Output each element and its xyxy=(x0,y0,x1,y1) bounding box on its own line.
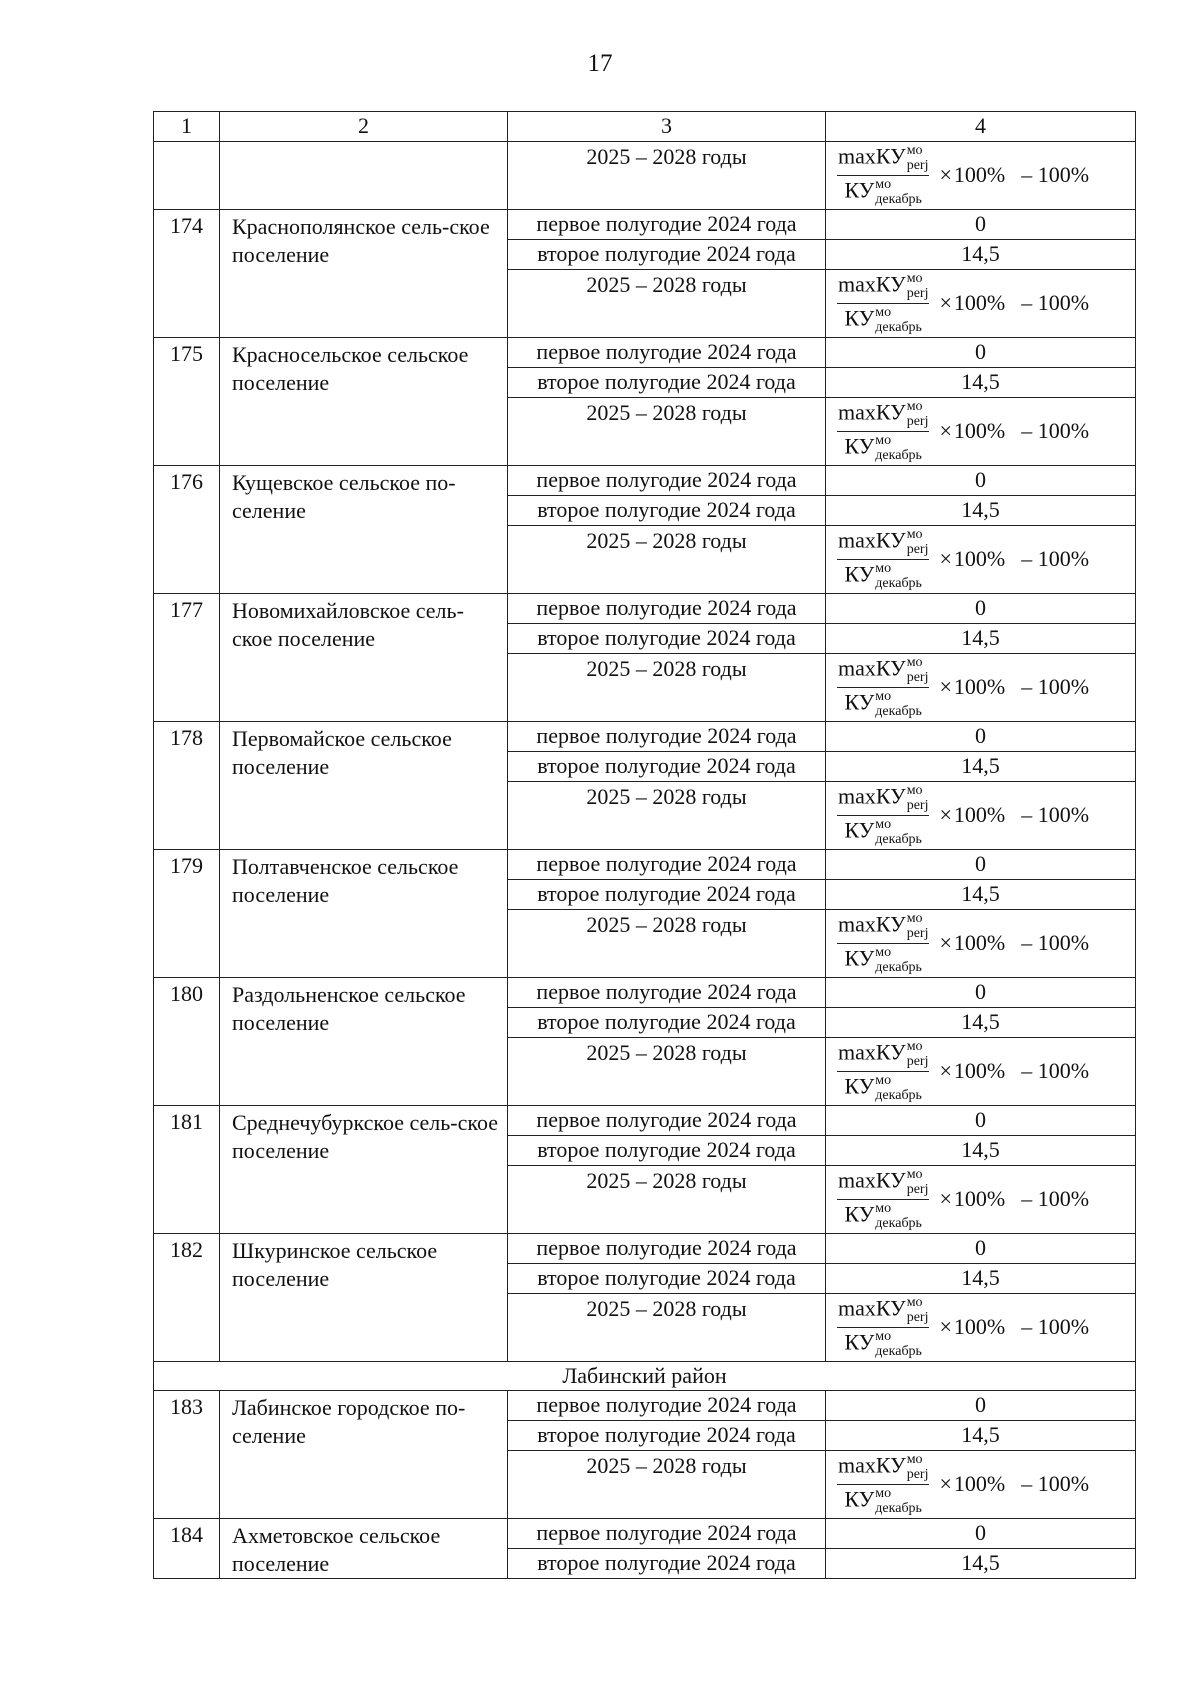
period-cell: второе полугодие 2024 года xyxy=(508,1421,826,1451)
formula-fraction xyxy=(837,784,929,847)
formula-cell xyxy=(826,1038,1136,1106)
period-cell: первое полугодие 2024 года xyxy=(508,722,826,752)
settlement-name: Красносельское сельское поселение xyxy=(220,338,508,466)
value-cell: 14,5 xyxy=(826,1264,1136,1294)
period-cell: 2025 – 2028 годы xyxy=(508,782,826,850)
formula-fraction xyxy=(837,400,929,463)
period-cell: второе полугодие 2024 года xyxy=(508,1264,826,1294)
table-row xyxy=(154,1106,1136,1136)
period-cell: 2025 – 2028 годы xyxy=(508,1294,826,1362)
formula-cell xyxy=(826,654,1136,722)
formula-denominator: КУ мо декабрь xyxy=(844,305,922,335)
table-row xyxy=(154,210,1136,240)
period-cell: 2025 – 2028 годы xyxy=(508,1038,826,1106)
formula-denominator: КУ мо декабрь xyxy=(844,945,922,975)
formula xyxy=(826,272,1135,335)
header-row xyxy=(154,112,1136,142)
period-cell: второе полугодие 2024 года xyxy=(508,752,826,782)
row-number: 174 xyxy=(154,210,220,338)
value-cell: 14,5 xyxy=(826,624,1136,654)
period-cell: первое полугодие 2024 года xyxy=(508,850,826,880)
formula-denominator: КУ мо декабрь xyxy=(844,433,922,463)
row-number: 183 xyxy=(154,1391,220,1519)
period-cell: первое полугодие 2024 года xyxy=(508,466,826,496)
formula xyxy=(826,1168,1135,1231)
formula-denominator: КУ мо декабрь xyxy=(844,1073,922,1103)
formula-fraction xyxy=(837,1040,929,1103)
value-cell: 14,5 xyxy=(826,496,1136,526)
formula-numerator: maxКУ мо perj xyxy=(837,1040,929,1072)
value-cell: 14,5 xyxy=(826,1549,1136,1579)
table-row xyxy=(154,722,1136,752)
value-cell: 14,5 xyxy=(826,1008,1136,1038)
formula-numerator: maxКУ мо perj xyxy=(837,784,929,816)
formula-cell xyxy=(826,142,1136,210)
formula-rest: ×100% – 100% xyxy=(939,930,1090,956)
formula-fraction xyxy=(837,1453,929,1516)
formula xyxy=(826,1040,1135,1103)
row-number: 184 xyxy=(154,1519,220,1579)
period-cell: второе полугодие 2024 года xyxy=(508,624,826,654)
formula-numerator: maxКУ мо perj xyxy=(837,528,929,560)
period-cell: первое полугодие 2024 года xyxy=(508,978,826,1008)
settlement-name: Шкуринское сельское поселение xyxy=(220,1234,508,1362)
period-cell: 2025 – 2028 годы xyxy=(508,654,826,722)
formula-numerator: maxКУ мо perj xyxy=(837,1168,929,1200)
formula-numerator: maxКУ мо perj xyxy=(837,656,929,688)
formula xyxy=(826,1296,1135,1359)
formula xyxy=(826,784,1135,847)
formula-denominator: КУ мо декабрь xyxy=(844,1329,922,1359)
period-cell: 2025 – 2028 годы xyxy=(508,910,826,978)
tariff-table xyxy=(153,111,1136,1579)
header-col-1: 1 xyxy=(154,112,220,142)
table-row xyxy=(154,978,1136,1008)
formula-denominator: КУ мо декабрь xyxy=(844,1201,922,1231)
value-cell: 0 xyxy=(826,1519,1136,1549)
value-cell: 0 xyxy=(826,1106,1136,1136)
formula-rest: ×100% – 100% xyxy=(939,674,1090,700)
value-cell: 0 xyxy=(826,338,1136,368)
formula-denominator: КУ мо декабрь xyxy=(844,1486,922,1516)
formula xyxy=(826,1453,1135,1516)
value-cell: 0 xyxy=(826,850,1136,880)
district-name: Лабинский район xyxy=(154,1362,1136,1391)
formula-fraction xyxy=(837,1296,929,1359)
formula-cell xyxy=(826,1294,1136,1362)
formula xyxy=(826,400,1135,463)
table-row xyxy=(154,850,1136,880)
period-cell: 2025 – 2028 годы xyxy=(508,142,826,210)
formula xyxy=(826,528,1135,591)
period-cell: второе полугодие 2024 года xyxy=(508,240,826,270)
period-cell: первое полугодие 2024 года xyxy=(508,1234,826,1264)
formula-rest: ×100% – 100% xyxy=(939,1186,1090,1212)
period-cell: первое полугодие 2024 года xyxy=(508,1519,826,1549)
formula xyxy=(826,912,1135,975)
value-cell: 14,5 xyxy=(826,880,1136,910)
formula-fraction xyxy=(837,912,929,975)
period-cell: второе полугодие 2024 года xyxy=(508,1136,826,1166)
formula-rest: ×100% – 100% xyxy=(939,418,1090,444)
row-number: 176 xyxy=(154,466,220,594)
value-cell: 0 xyxy=(826,1391,1136,1421)
page-number: 17 xyxy=(587,50,613,77)
value-cell: 14,5 xyxy=(826,240,1136,270)
formula-denominator: КУ мо декабрь xyxy=(844,177,922,207)
formula-cell xyxy=(826,398,1136,466)
settlement-name: Новомихайловское сель-ское поселение xyxy=(220,594,508,722)
formula-fraction xyxy=(837,144,929,207)
settlement-name: Кущевское сельское по-селение xyxy=(220,466,508,594)
row-number: 182 xyxy=(154,1234,220,1362)
formula-fraction xyxy=(837,528,929,591)
formula-rest: ×100% – 100% xyxy=(939,162,1090,188)
formula-fraction xyxy=(837,272,929,335)
table-row xyxy=(154,466,1136,496)
settlement-name xyxy=(220,142,508,210)
formula xyxy=(826,656,1135,719)
value-cell: 0 xyxy=(826,722,1136,752)
period-cell: второе полугодие 2024 года xyxy=(508,880,826,910)
formula-cell xyxy=(826,910,1136,978)
row-number: 178 xyxy=(154,722,220,850)
row-number xyxy=(154,142,220,210)
header-col-2: 2 xyxy=(220,112,508,142)
period-cell: 2025 – 2028 годы xyxy=(508,270,826,338)
row-number: 179 xyxy=(154,850,220,978)
period-cell: первое полугодие 2024 года xyxy=(508,1391,826,1421)
value-cell: 14,5 xyxy=(826,1421,1136,1451)
settlement-name: Краснополянское сель-ское поселение xyxy=(220,210,508,338)
settlement-name: Ахметовское сельское поселение xyxy=(220,1519,508,1579)
formula-rest: ×100% – 100% xyxy=(939,1314,1090,1340)
formula-denominator: КУ мо декабрь xyxy=(844,689,922,719)
period-cell: первое полугодие 2024 года xyxy=(508,594,826,624)
formula-cell xyxy=(826,1166,1136,1234)
formula xyxy=(826,144,1135,207)
formula-cell xyxy=(826,270,1136,338)
formula-denominator: КУ мо декабрь xyxy=(844,561,922,591)
period-cell: второе полугодие 2024 года xyxy=(508,496,826,526)
value-cell: 14,5 xyxy=(826,752,1136,782)
formula-rest: ×100% – 100% xyxy=(939,1471,1090,1497)
header-col-3: 3 xyxy=(508,112,826,142)
formula-numerator: maxКУ мо perj xyxy=(837,1453,929,1485)
value-cell: 14,5 xyxy=(826,1136,1136,1166)
formula-cell xyxy=(826,782,1136,850)
formula-numerator: maxКУ мо perj xyxy=(837,400,929,432)
row-number: 181 xyxy=(154,1106,220,1234)
table-row xyxy=(154,594,1136,624)
period-cell: 2025 – 2028 годы xyxy=(508,1451,826,1519)
period-cell: второе полугодие 2024 года xyxy=(508,1008,826,1038)
table-row xyxy=(154,1519,1136,1549)
period-cell: первое полугодие 2024 года xyxy=(508,338,826,368)
settlement-name: Лабинское городское по-селение xyxy=(220,1391,508,1519)
value-cell: 0 xyxy=(826,1234,1136,1264)
formula-numerator: maxКУ мо perj xyxy=(837,144,929,176)
header-col-4: 4 xyxy=(826,112,1136,142)
formula-rest: ×100% – 100% xyxy=(939,802,1090,828)
formula-denominator: КУ мо декабрь xyxy=(844,817,922,847)
formula-numerator: maxКУ мо perj xyxy=(837,272,929,304)
value-cell: 14,5 xyxy=(826,368,1136,398)
period-cell: 2025 – 2028 годы xyxy=(508,1166,826,1234)
settlement-name: Среднечубуркское сель-ское поселение xyxy=(220,1106,508,1234)
period-cell: второе полугодие 2024 года xyxy=(508,368,826,398)
period-cell: первое полугодие 2024 года xyxy=(508,210,826,240)
formula-numerator: maxКУ мо perj xyxy=(837,1296,929,1328)
table-row xyxy=(154,1234,1136,1264)
value-cell: 0 xyxy=(826,978,1136,1008)
value-cell: 0 xyxy=(826,594,1136,624)
formula-cell xyxy=(826,1451,1136,1519)
formula-rest: ×100% – 100% xyxy=(939,546,1090,572)
district-row xyxy=(154,1362,1136,1391)
formula-rest: ×100% – 100% xyxy=(939,1058,1090,1084)
period-cell: второе полугодие 2024 года xyxy=(508,1549,826,1579)
formula-fraction xyxy=(837,1168,929,1231)
value-cell: 0 xyxy=(826,466,1136,496)
formula-rest: ×100% – 100% xyxy=(939,290,1090,316)
continuation-row xyxy=(154,142,1136,210)
period-cell: 2025 – 2028 годы xyxy=(508,526,826,594)
period-cell: первое полугодие 2024 года xyxy=(508,1106,826,1136)
value-cell: 0 xyxy=(826,210,1136,240)
table-row xyxy=(154,338,1136,368)
row-number: 177 xyxy=(154,594,220,722)
row-number: 180 xyxy=(154,978,220,1106)
settlement-name: Раздольненское сельское поселение xyxy=(220,978,508,1106)
table-row xyxy=(154,1391,1136,1421)
formula-cell xyxy=(826,526,1136,594)
formula-fraction xyxy=(837,656,929,719)
settlement-name: Первомайское сельское поселение xyxy=(220,722,508,850)
period-cell: 2025 – 2028 годы xyxy=(508,398,826,466)
settlement-name: Полтавченское сельское поселение xyxy=(220,850,508,978)
formula-numerator: maxКУ мо perj xyxy=(837,912,929,944)
row-number: 175 xyxy=(154,338,220,466)
